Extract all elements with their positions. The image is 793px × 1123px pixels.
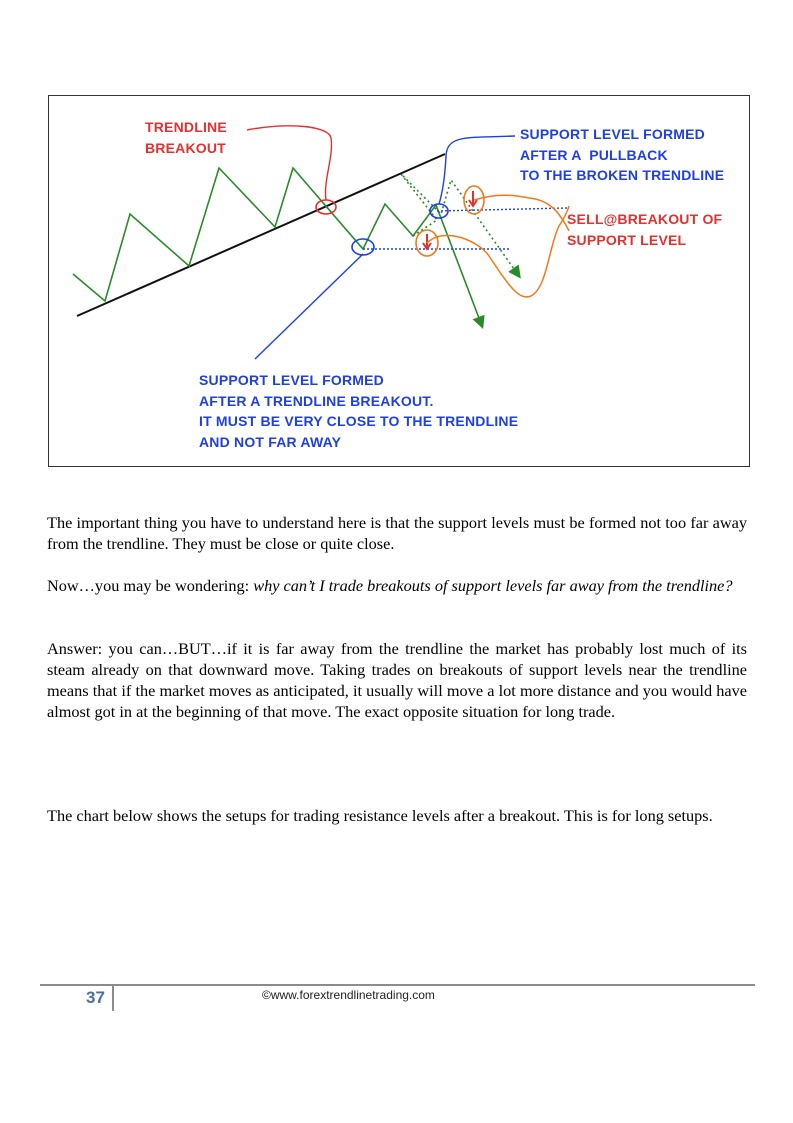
label-sell-breakout: SELL@BREAKOUT OF SUPPORT LEVEL (567, 211, 723, 248)
trendline-breakout-figure (48, 95, 750, 467)
paragraph-2 (47, 575, 747, 596)
page-number: 37 (86, 988, 105, 1007)
paragraph-2-italic: why can’t I trade breakouts of support levels far away from the trendline? (253, 576, 733, 595)
footer-divider (40, 984, 755, 986)
sell-arrow-2 (469, 191, 477, 206)
trendline (77, 154, 445, 316)
red-callout-line (247, 126, 332, 200)
label-trendline-breakout: TRENDLINE BREAKOUT (145, 119, 227, 156)
paragraph-4: The chart below shows the setups for trading resistance levels after a breakout. This is for long setups. (47, 806, 713, 825)
footer-copyright: ©www.forextrendlinetrading.com (262, 988, 435, 1002)
pullback-dotted-path (401, 174, 519, 276)
support-level-2 (437, 208, 567, 211)
label-support-pullback: SUPPORT LEVEL FORMED AFTER A PULLBACK TO THE BROKEN TRENDLINE (520, 126, 725, 183)
paragraph-1: The important thing you have to understand here is that the support levels must be formed not too far away from the trendline. They must be close or quite close. (47, 513, 747, 553)
support-circle-1 (352, 239, 374, 255)
blue-callout-top (439, 136, 515, 204)
paragraph-3: Answer: you can…BUT…if it is far away from the trendline the market has probably lost much of its steam already on that downward move. Taking trades on breakouts of support levels near the trendline means that if the market moves as anticipated, it usually will move a lot more distance and you would have almost got in at the beginning of that move. The exact opposite situation for long trade. (47, 639, 747, 721)
paragraph-2-text: Now…you may be wondering: (47, 576, 254, 595)
price-path (73, 168, 482, 326)
label-support-trendline: SUPPORT LEVEL FORMED AFTER A TRENDLINE BREAKOUT. IT MUST BE VERY CLOSE TO THE TRENDLINE AND NOT FAR AWAY (199, 372, 519, 450)
blue-callout-bottom (255, 254, 363, 359)
page-number-separator (112, 986, 114, 1011)
